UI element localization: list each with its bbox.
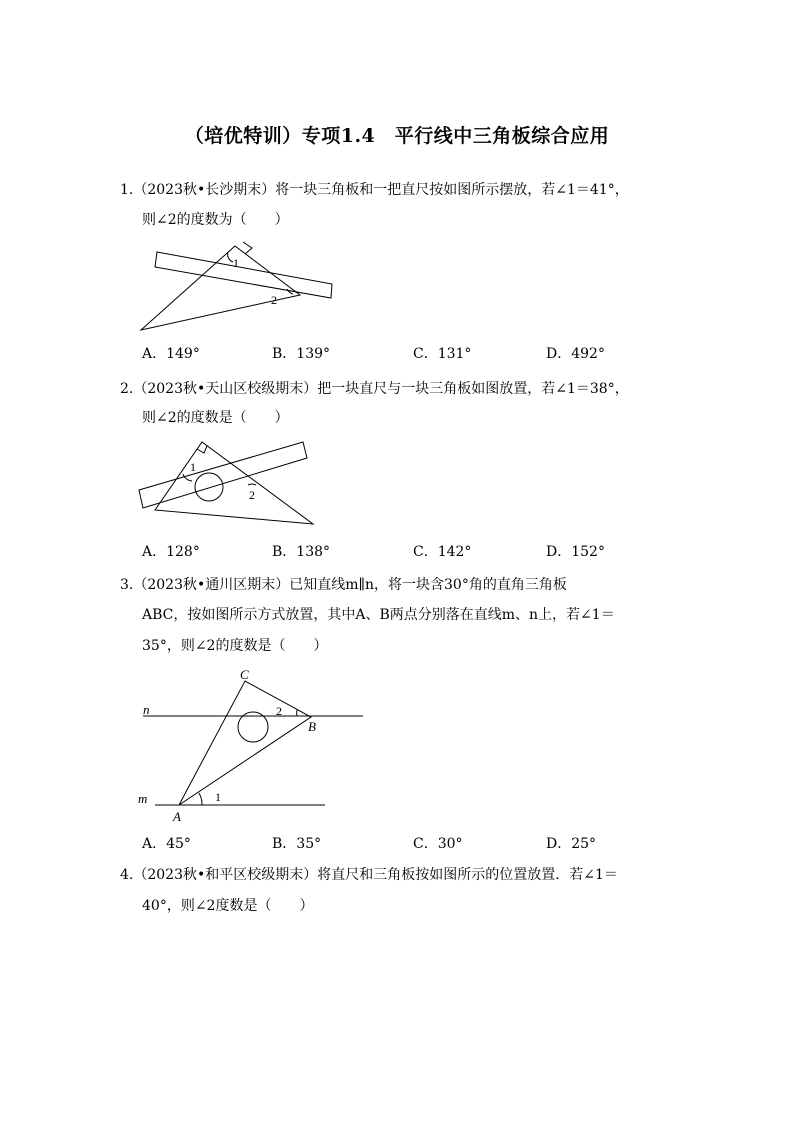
q3-vertex-c-label: C (240, 667, 249, 682)
q1-option-b[interactable]: B．139° (272, 346, 331, 362)
q2-angle2-arc (248, 484, 256, 485)
q3-option-c[interactable]: C．30° (413, 836, 463, 852)
q1-option-c[interactable]: C．131° (413, 346, 472, 362)
q4-stem-line2: 40°，则∠2度数是（ ） (142, 898, 314, 914)
q1-option-d[interactable]: D．492° (546, 346, 605, 362)
q3-line-m-label: m (138, 791, 148, 806)
q1-angle2-label: 2 (271, 293, 277, 307)
q2-option-c[interactable]: C．142° (413, 544, 472, 560)
q3-option-b[interactable]: B．35° (272, 836, 322, 852)
q2-stem-line1: 2.（2023秋•天山区校级期末）把一块直尺与一块三角板如图放置，若∠1＝38°， (120, 381, 629, 397)
q2-angle1-label: 1 (190, 460, 196, 474)
q3-stem-line1: 3.（2023秋•通川区期末）已知直线m∥n，将一块含30°角的直角三角板 (120, 577, 567, 593)
q3-line-n-label: n (143, 702, 150, 717)
q2-option-b[interactable]: B．138° (272, 544, 331, 560)
q3-option-a[interactable]: A．45° (142, 836, 191, 852)
q3-angle1-arc (199, 793, 202, 805)
q2-option-a[interactable]: A．128° (142, 544, 200, 560)
q2-figure (135, 438, 335, 533)
q3-option-d[interactable]: D．25° (546, 836, 597, 852)
q3-vertex-b-label: B (308, 719, 316, 734)
q3-stem-line3: 35°，则∠2的度数是（ ） (142, 638, 328, 654)
q2-stem-line2: 则∠2的度数是（ ） (142, 410, 289, 426)
q2-option-d[interactable]: D．152° (546, 544, 605, 560)
q1-stem-line2: 则∠2的度数为（ ） (142, 212, 289, 228)
q3-figure (135, 664, 367, 824)
q1-option-a[interactable]: A．149° (142, 346, 200, 362)
q1-figure (135, 238, 345, 338)
q4-stem-line1: 4.（2023秋•和平区校级期末）将直尺和三角板按如图所示的位置放置．若∠1＝ (120, 867, 618, 883)
q2-ruler (139, 442, 307, 508)
q3-triangle (179, 681, 311, 805)
page-title: （培优特训）专项1.4 平行线中三角板综合应用 (184, 125, 610, 147)
q2-ruler-hole (195, 473, 223, 501)
q3-angle2-label: 2 (276, 704, 282, 718)
q2-angle2-label: 2 (249, 488, 255, 502)
q3-vertex-a-label: A (173, 809, 181, 824)
q1-stem-line1: 1.（2023秋•长沙期末）将一块三角板和一把直尺按如图所示摆放，若∠1＝41°， (120, 182, 629, 198)
q3-stem-line2: ABC，按如图所示方式放置，其中A、B两点分别落在直线m、n上，若∠1＝ (142, 607, 615, 623)
q3-angle1-label: 1 (215, 790, 221, 804)
q1-ruler (155, 252, 332, 298)
q2-triangle (155, 442, 313, 524)
q1-right-angle-mark (243, 242, 252, 254)
q1-angle1-label: 1 (233, 256, 239, 270)
